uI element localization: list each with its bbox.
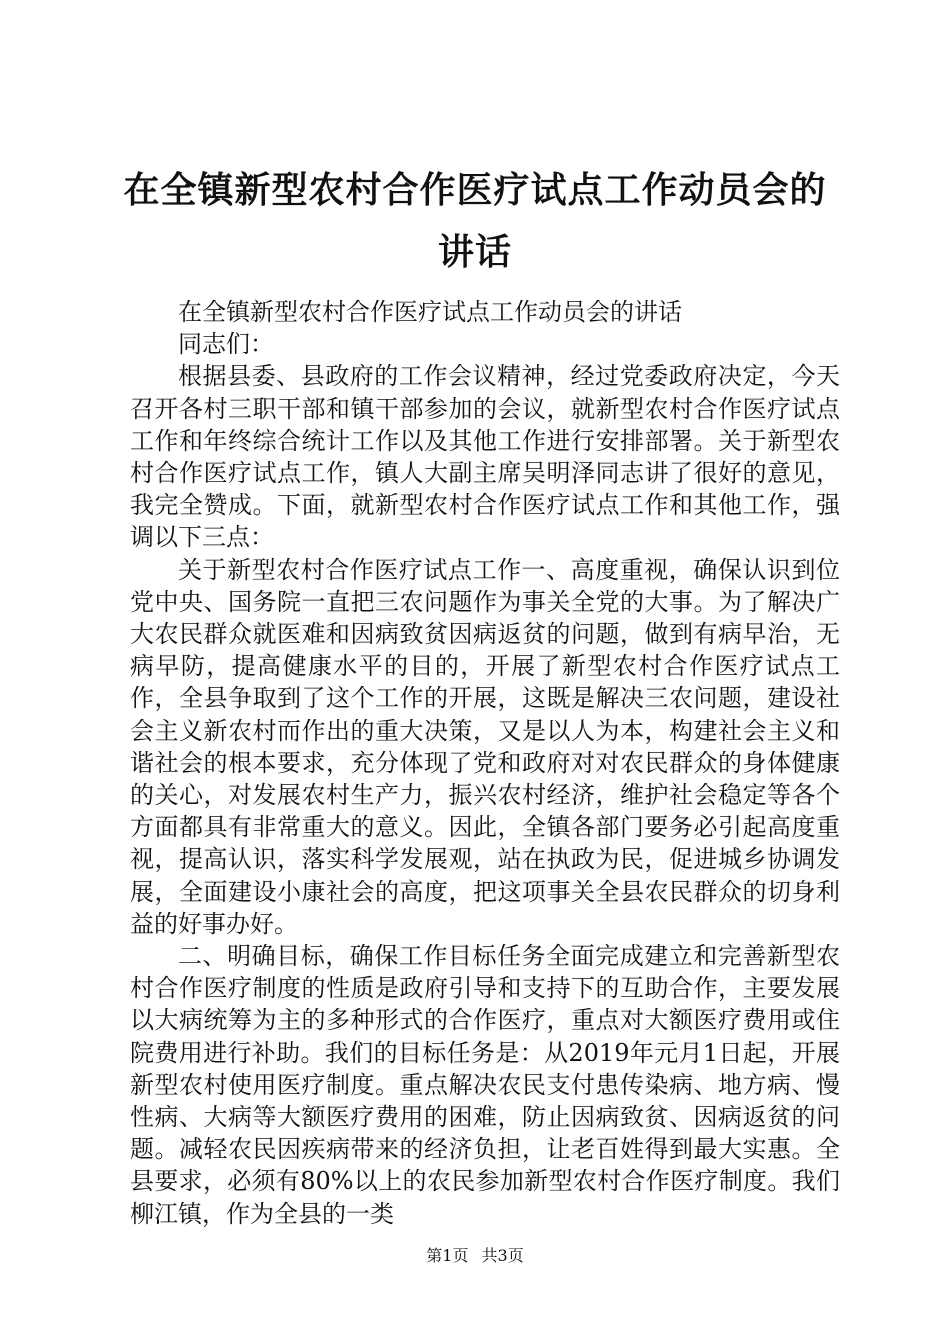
paragraph-intro: 根据县委、县政府的工作会议精神，经过党委政府决定，今天召开各村三职干部和镇干部参加的会议，就新型农村合作医疗试点工作和年终综合统计工作以及其他工作进行安排部署。关于新型农村合作医疗试点工作，镇人大副主席吴明泽同志讲了很好的意见，我完全赞成。下面，就新型农村合作医疗试点工作和其他工作，强调以下三点： bbox=[130, 362, 840, 552]
paragraph-point-one: 关于新型农村合作医疗试点工作一、高度重视，确保认识到位党中央、国务院一直把三农问题作为事关全党的大事。为了解决广大农民群众就医难和因病致贫因病返贫的问题，做到有病早治，无病早防，提高健康水平的目的，开展了新型农村合作医疗试点工作，全县争取到了这个工作的开展，这既是解决三农问题，建设社会主义新农村而作出的重大决策，又是以人为本，构建社会主义和谐社会的根本要求，充分体现了党和政府对对农民群众的身体健康的关心，对发展农村生产力，振兴农村经济，维护社会稳定等各个方面都具有非常重大的意义。因此，全镇各部门要务必引起高度重视，提高认识，落实科学发展观，站在执政为民，促进城乡协调发展，全面建设小康社会的高度，把这项事关全县农民群众的切身利益的好事办好。 bbox=[130, 555, 840, 938]
page-number: 第1页 bbox=[426, 1246, 469, 1265]
document-title: 在全镇新型农村合作医疗试点工作动员会的讲话 bbox=[123, 170, 827, 273]
paragraph-salutation: 同志们： bbox=[178, 330, 274, 359]
paragraph-repeat-title: 在全镇新型农村合作医疗试点工作动员会的讲话 bbox=[178, 298, 682, 326]
paragraph-point-two: 二、明确目标，确保工作目标任务全面完成建立和完善新型农村合作医疗制度的性质是政府引导和支持下的互助合作，主要发展以大病统筹为主的多种形式的合作医疗，重点对大额医疗费用或住院费用进行补助。我们的目标任务是：从2019年元月1日起，开展新型农村使用医疗制度。重点解决农民支付患传染病、地方病、慢性病、大病等大额医疗费用的困难，防止因病致贫、因病返贫的问题。减轻农民因疾病带来的经济负担，让老百姓得到最大实惠。全县要求，必须有80%以上的农民参加新型农村合作医疗制度。我们柳江镇，作为全县的一类 bbox=[130, 942, 840, 1228]
page-total: 共3页 bbox=[481, 1246, 524, 1265]
page-footer bbox=[0, 1244, 950, 1268]
document-body bbox=[130, 296, 840, 1230]
